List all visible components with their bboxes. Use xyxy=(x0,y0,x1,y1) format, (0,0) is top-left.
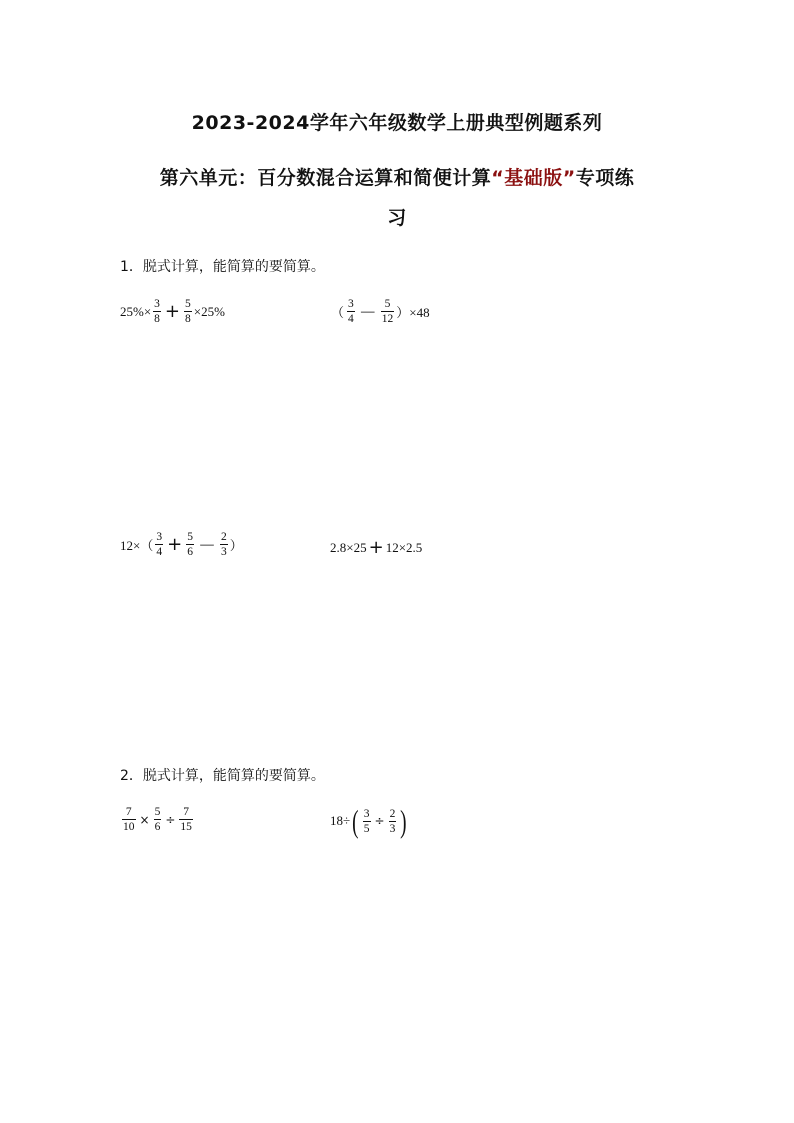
fraction: $\frac{7}{15}$ xyxy=(180,806,192,833)
expr-text: ×25% xyxy=(193,303,225,319)
expr-text: ） xyxy=(229,538,243,553)
title-line-2-main: 第六单元：百分数混合运算和简便计算 xyxy=(159,167,492,189)
fraction: $\frac{3}{5}$ xyxy=(363,807,370,835)
title-line-2-tail: 专项练 xyxy=(575,167,635,189)
fraction: $\frac{5}{8}$ xyxy=(185,298,191,325)
expression-5 xyxy=(120,806,195,833)
expression-2 xyxy=(330,298,430,325)
fraction: $\frac{5}{6}$ xyxy=(154,806,161,833)
times-operator: × xyxy=(139,812,150,827)
question-1-prompt: 1．脱式计算，能简算的要简算。 xyxy=(120,259,325,275)
expr-text: 25%× xyxy=(120,303,152,319)
plus-operator: + xyxy=(368,537,384,558)
left-paren: （ xyxy=(331,305,345,320)
divide-operator: ÷ xyxy=(374,814,385,828)
expr-text: 2.8×25 xyxy=(330,539,367,555)
fraction: $\frac{5}{12}$ xyxy=(381,298,394,325)
divide-operator: ÷ xyxy=(165,812,176,827)
fraction: $\frac{3}{4}$ xyxy=(348,298,354,325)
plus-operator: + xyxy=(167,534,183,555)
expression-4 xyxy=(330,537,422,558)
expr-text: ）×48 xyxy=(396,305,430,320)
title-line-3: 习 xyxy=(387,207,407,229)
expr-text: 12×（ xyxy=(120,538,154,553)
right-paren: ) xyxy=(400,803,407,839)
expr-text: 18÷ xyxy=(330,813,351,828)
expression-3 xyxy=(120,531,243,558)
expression-6 xyxy=(330,803,409,839)
title-highlight: “基础版” xyxy=(491,167,576,189)
fraction: $\frac{5}{6}$ xyxy=(187,531,193,558)
fraction: $\frac{2}{3}$ xyxy=(220,531,227,558)
fraction: $\frac{3}{8}$ xyxy=(154,298,160,325)
fraction: $\frac{3}{4}$ xyxy=(156,531,163,558)
fraction: $\frac{7}{10}$ xyxy=(123,806,135,833)
title-line-2 xyxy=(0,163,794,190)
fraction: $\frac{2}{3}$ xyxy=(389,807,396,835)
plus-operator: + xyxy=(164,301,181,322)
minus-operator: － xyxy=(358,302,377,324)
minus-operator: － xyxy=(197,535,216,557)
question-2-prompt: 2．脱式计算，能简算的要简算。 xyxy=(120,768,325,784)
expr-text: 12×2.5 xyxy=(385,539,423,555)
left-paren: ( xyxy=(352,803,359,839)
title-line-1: 2023-2024学年六年级数学上册典型例题系列 xyxy=(191,112,603,134)
expression-1 xyxy=(120,298,225,325)
